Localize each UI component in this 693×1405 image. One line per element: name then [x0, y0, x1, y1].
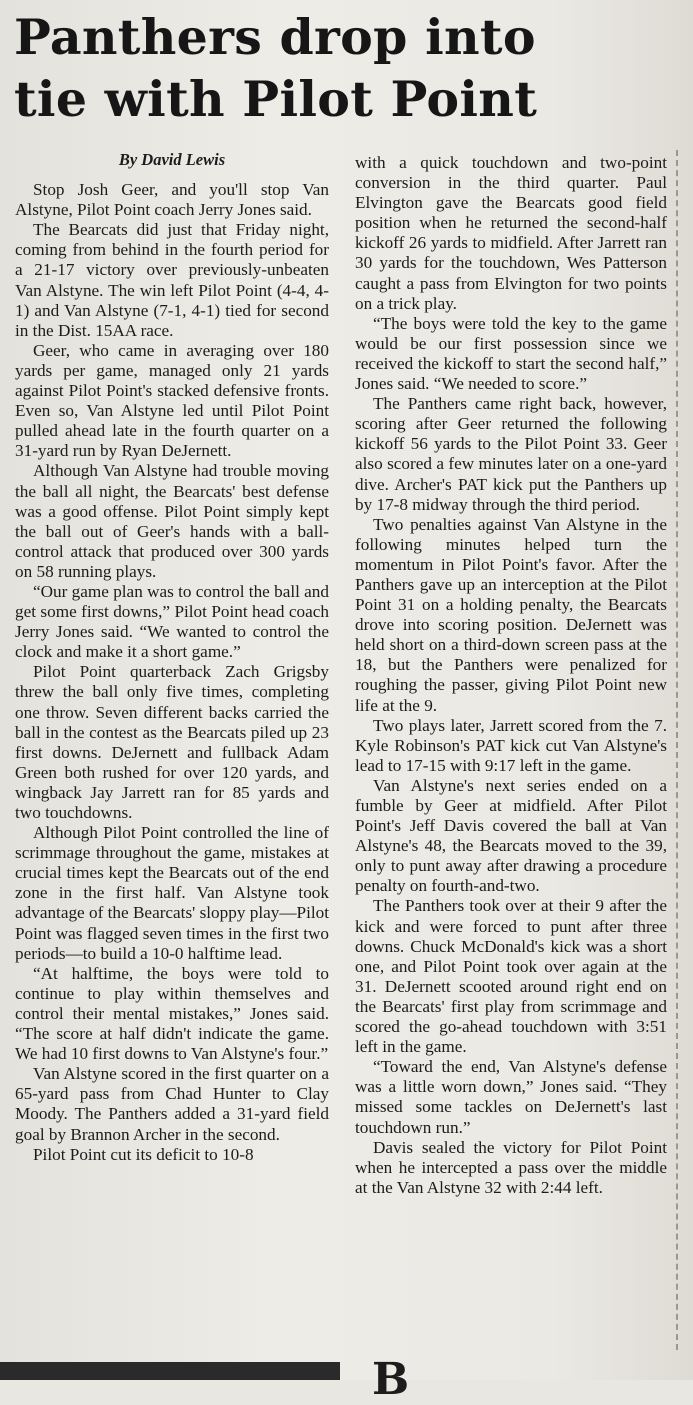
paragraph: The Bearcats did just that Friday night, coming from behind in the fourth period for a 21-17 victory over previously-unbeaten Van Alstyne. The win left Pilot Point (4-4, 4-1) and Van Alstyne (7-1, 4-1) tied for second in the Dist. 15AA race. — [15, 220, 329, 340]
next-headline-fragment: B — [372, 1354, 410, 1405]
paragraph: “Toward the end, Van Alstyne's defense was a little worn down,” Jones said. “They missed some tackles on DeJernett's last touchdown run.” — [355, 1057, 667, 1137]
right-column — [355, 153, 667, 1198]
paragraph: “At halftime, the boys were told to continue to play within themselves and control their mental mistakes,” Jones said. “The score at half didn't indicate the game. We had 10 first downs to Van Alstyne's four.” — [15, 963, 329, 1064]
paragraph: Two penalties against Van Alstyne in the following minutes helped turn the momentum in Pilot Point's favor. After the Panthers gave up an interception at the Pilot Point 31 on a holding penalty, the Bearcats drove into scoring position. DeJernett was held short on a third-down screen pass at the 18, but the Panthers were penalized for roughing the passer, giving Pilot Point new life at the 9. — [355, 514, 667, 715]
paragraph: The Panthers came right back, however, scoring after Geer returned the following kickoff 56 yards to the Pilot Point 33. Geer also scored a few minutes later on a one-yard dive. Archer's PAT kick put the Panthers up by 17-8 midway through the third period. — [355, 394, 667, 514]
headline — [14, 6, 674, 130]
paragraph: Geer, who came in averaging over 180 yards per game, managed only 21 yards against Pilot Point's stacked defensive fronts. Even so, Van Alstyne led until Pilot Point pulled ahead late in the fourth quarter on a 31-yard run by Ryan DeJernett. — [15, 340, 329, 461]
paragraph: Pilot Point cut its deficit to 10-8 — [33, 1144, 254, 1164]
left-column — [15, 150, 329, 1165]
column-cut-line — [676, 150, 678, 1350]
paragraph: “Our game plan was to control the ball and get some first downs,” Pilot Point head coach Jerry Jones said. “We wanted to control the clock and make it a short game.” — [15, 581, 329, 662]
paragraph: “The boys were told the key to the game would be our first possession since we received the kickoff to start the second half,” Jones said. “We needed to score.” — [355, 313, 667, 394]
byline: By David Lewis — [118, 150, 226, 169]
paragraph: Although Van Alstyne had trouble moving the ball all night, the Bearcats' best defense was a good offense. Pilot Point simply kept the ball out of Geer's hands with a ball-control attack that produced over 300 yards on 58 running plays. — [15, 461, 329, 581]
headline-line-1: Panthers drop into — [14, 8, 536, 66]
bottom-dark-bar — [0, 1362, 340, 1380]
paragraph: Van Alstyne's next series ended on a fumble by Geer at midfield. After Pilot Point's Jeff Davis covered the ball at Van Alstyne's 48, the Bearcats moved to the 39, only to punt away after drawing a procedure penalty on fourth-and-two. — [355, 775, 667, 896]
paragraph: Van Alstyne scored in the first quarter on a 65-yard pass from Chad Hunter to Clay Moody. The Panthers added a 31-yard field goal by Brannon Archer in the second. — [15, 1064, 329, 1144]
paragraph: Two plays later, Jarrett scored from the 7. Kyle Robinson's PAT kick cut Van Alstyne's lead to 17-15 with 9:17 left in the game. — [355, 715, 667, 775]
paragraph: The Panthers took over at their 9 after the kick and were forced to punt after three downs. Chuck McDonald's kick was a short one, and Pilot Point took over again at the 31. DeJernett scooted around right end on the Bearcats' first play from scrimmage and scored the go-ahead touchdown with 3:51 left in the game. — [355, 896, 667, 1057]
paragraph: Pilot Point quarterback Zach Grigsby threw the ball only five times, completing one throw. Seven different backs carried the ball in the contest as the Bearcats piled up 23 first downs. DeJernett and fullback Adam Green both rushed for over 120 yards, and wingback Jay Jarrett ran for 85 yards and two touchdowns. — [15, 662, 329, 822]
paragraph: Stop Josh Geer, and you'll stop Van Alstyne, Pilot Point coach Jerry Jones said. — [15, 180, 329, 220]
headline-line-2: tie with Pilot Point — [14, 70, 538, 128]
paragraph: Davis sealed the victory for Pilot Point when he intercepted a pass over the middle at the Van Alstyne 32 with 2:44 left. — [355, 1137, 667, 1197]
paragraph-continuation: with a quick touchdown and two-point conversion in the third quarter. Paul Elvington gave the Bearcats good field position when he returned the second-half kickoff 26 yards to midfield. After Jarrett ran 30 yards for the touchdown, Wes Patterson caught a pass from Elvington for two points on a trick play. — [355, 153, 667, 313]
paragraph: Although Pilot Point controlled the line of scrimmage throughout the game, mistakes at crucial times kept the Bearcats out of the end zone in the first half. Van Alstyne took advantage of the Bearcats' sloppy play—Pilot Point was flagged seven times in the first two periods—to build a 10-0 halftime lead. — [15, 823, 329, 963]
